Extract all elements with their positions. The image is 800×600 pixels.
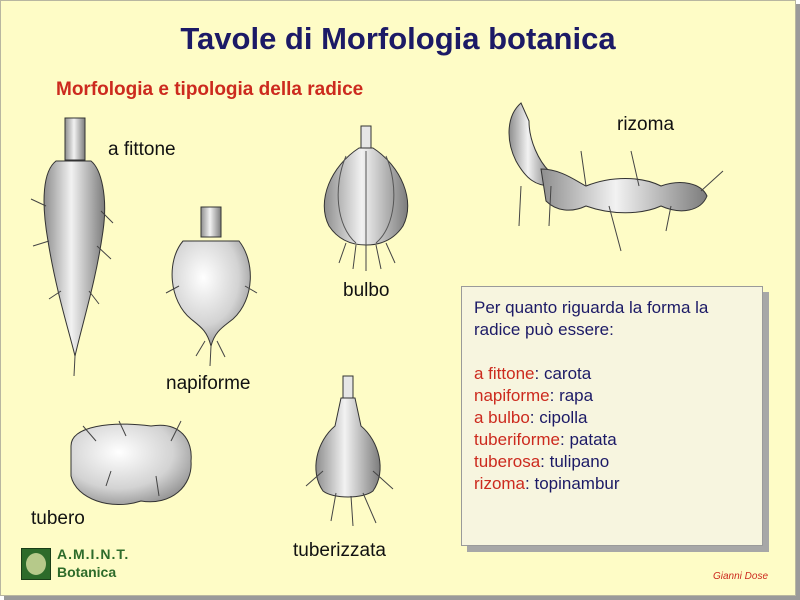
info-example: carota bbox=[543, 364, 592, 383]
info-item: a bulbo: cipolla bbox=[474, 408, 588, 427]
info-item: napiforme: rapa bbox=[474, 386, 594, 405]
turnip-illustration bbox=[166, 207, 257, 366]
rhizome-illustration bbox=[509, 103, 723, 251]
label-tuberized: tuberizzata bbox=[293, 540, 386, 561]
info-intro: Per quanto riguarda la forma la radice può essere: bbox=[474, 298, 709, 339]
tuber-illustration bbox=[71, 421, 191, 505]
info-example: patata bbox=[569, 430, 617, 449]
brand-name: A.M.I.N.T. bbox=[57, 546, 130, 562]
info-term: tuberosa bbox=[474, 452, 541, 471]
info-box bbox=[461, 286, 763, 546]
info-example: topinambur bbox=[534, 474, 620, 493]
taproot-illustration bbox=[31, 118, 113, 376]
label-bulb: bulbo bbox=[343, 280, 390, 301]
brand-subtitle: Botanica bbox=[57, 564, 117, 580]
info-item: a fittone: carota bbox=[474, 364, 592, 383]
info-example: tulipano bbox=[549, 452, 610, 471]
slide-title: Tavole di Morfologia botanica bbox=[180, 21, 616, 56]
bulb-illustration bbox=[324, 126, 407, 271]
label-taproot: a fittone bbox=[108, 139, 176, 160]
info-item: tuberosa: tulipano bbox=[474, 452, 610, 471]
label-napiform: napiforme bbox=[166, 373, 251, 394]
info-term: rizoma bbox=[474, 474, 526, 493]
logo-icon bbox=[21, 548, 51, 580]
info-item: rizoma: topinambur bbox=[474, 474, 620, 493]
label-rhizome: rizoma bbox=[617, 114, 675, 135]
info-item: tuberiforme: patata bbox=[474, 430, 617, 449]
label-tuber: tubero bbox=[31, 508, 85, 529]
info-term: a fittone bbox=[474, 364, 535, 383]
slide-subtitle: Morfologia e tipologia della radice bbox=[56, 79, 364, 100]
info-term: napiforme bbox=[474, 386, 550, 405]
tuberized-illustration bbox=[306, 376, 393, 526]
info-term: tuberiforme bbox=[474, 430, 560, 449]
info-term: a bulbo bbox=[474, 408, 530, 427]
info-example: rapa bbox=[559, 386, 594, 405]
info-example: cipolla bbox=[539, 408, 588, 427]
author-credit: Gianni Dose bbox=[713, 571, 769, 582]
